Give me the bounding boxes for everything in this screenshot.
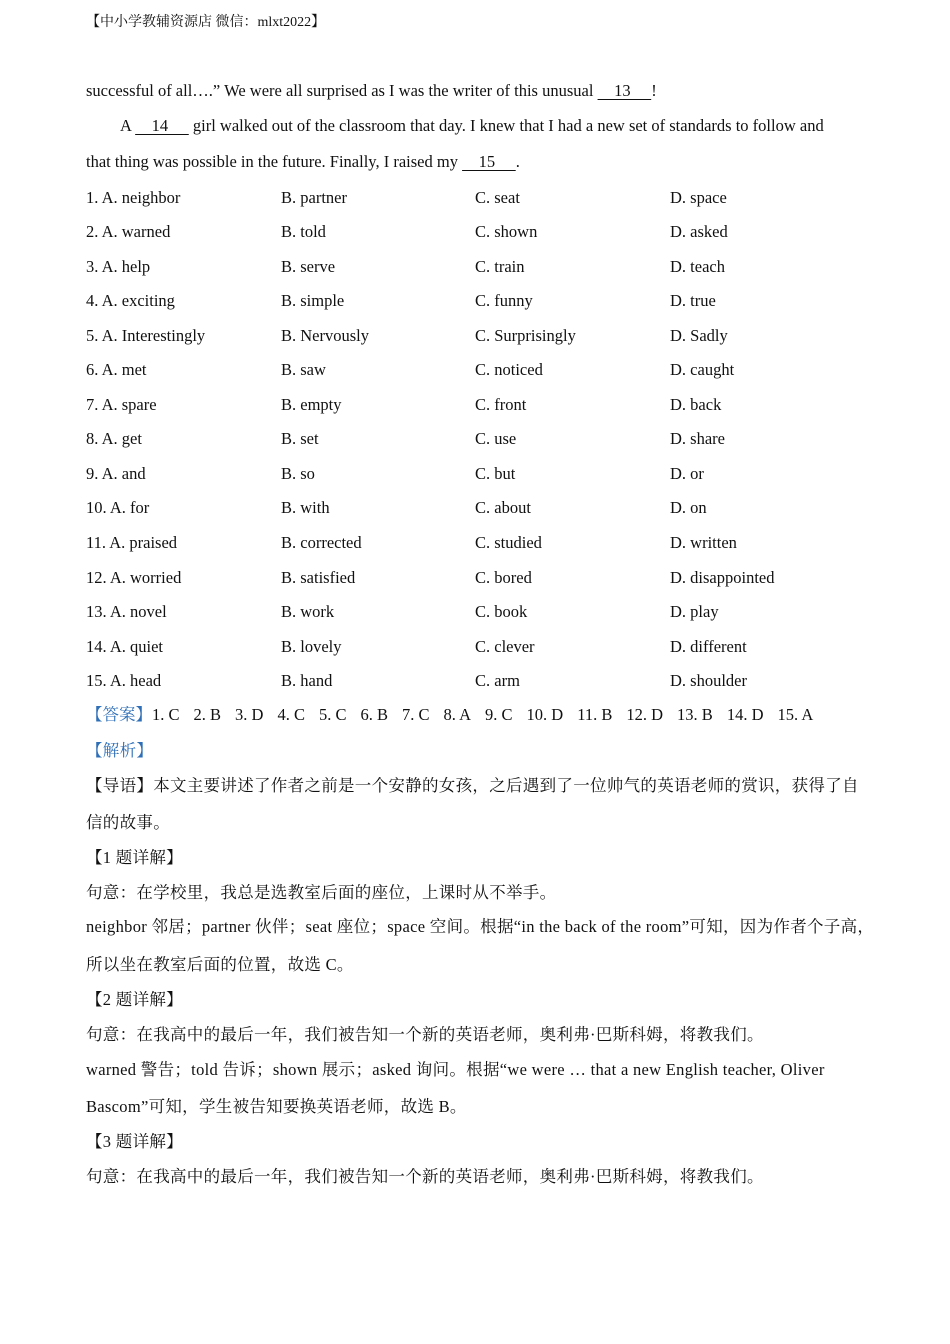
option-a: 2. A. warned <box>86 222 171 241</box>
q2-sentence: 句意：在我高中的最后一年，我们被告知一个新的英语老师，奥利弗·巴斯科姆，将教我们。 <box>86 1025 764 1044</box>
option-row <box>86 360 886 382</box>
option-c: C. bored <box>475 568 532 587</box>
answer-item: 7. C <box>402 705 430 724</box>
option-b: B. simple <box>281 291 345 310</box>
option-row <box>86 464 886 486</box>
answer-item: 4. C <box>277 705 305 724</box>
option-d: D. true <box>670 291 716 310</box>
answer-item: 5. C <box>318 705 347 724</box>
answer-item: 1. C <box>152 705 180 724</box>
passage-text: successful of all….” We were all surprised as I was the writer of this unusual <box>86 81 598 100</box>
option-a: 10. A. for <box>86 498 150 517</box>
option-a: 13. A. novel <box>86 602 167 621</box>
option-row <box>86 498 886 520</box>
intro-line-2: 信的故事。 <box>86 813 170 832</box>
option-b: B. satisfied <box>281 568 356 587</box>
answer-item: 14. D <box>726 705 764 724</box>
option-b: B. work <box>281 602 335 621</box>
blank-14: 14 <box>135 116 189 135</box>
answer-item: 15. A <box>777 705 814 724</box>
q3-sentence: 句意：在我高中的最后一年，我们被告知一个新的英语老师，奥利弗·巴斯科姆，将教我们。 <box>86 1167 764 1186</box>
answer-item: 10. D <box>526 705 564 724</box>
answer-key <box>86 705 813 725</box>
option-c: C. Surprisingly <box>475 326 576 345</box>
option-a: 4. A. exciting <box>86 291 175 310</box>
passage-line-2 <box>120 116 824 136</box>
option-c: C. but <box>475 464 516 483</box>
option-d: D. shoulder <box>670 671 747 690</box>
passage-text: ! <box>651 81 657 100</box>
option-b: B. hand <box>281 671 333 690</box>
answer-item: 9. C <box>485 705 513 724</box>
q1-sentence: 句意：在学校里，我总是选教室后面的座位，上课时从不举手。 <box>86 883 557 902</box>
answer-item: 11. B <box>577 705 613 724</box>
answer-item: 6. B <box>360 705 388 724</box>
intro-line-1: 【导语】本文主要讲述了作者之前是一个安静的女孩，之后遇到了一位帅气的英语老师的赏识，获得了自 <box>86 776 859 795</box>
option-b: B. told <box>281 222 326 241</box>
passage-line-3 <box>86 152 520 172</box>
option-d: D. on <box>670 498 707 517</box>
option-row <box>86 637 886 659</box>
option-a: 1. A. neighbor <box>86 188 181 207</box>
option-row <box>86 326 886 348</box>
option-b: B. saw <box>281 360 326 379</box>
option-c: C. funny <box>475 291 533 310</box>
option-c: C. book <box>475 602 528 621</box>
option-c: C. arm <box>475 671 520 690</box>
option-b: B. corrected <box>281 533 362 552</box>
option-b: B. empty <box>281 395 342 414</box>
option-a: 11. A. praised <box>86 533 178 552</box>
option-d: D. share <box>670 429 725 448</box>
option-a: 8. A. get <box>86 429 142 448</box>
passage-text: A <box>120 116 136 135</box>
option-a: 12. A. worried <box>86 568 182 587</box>
option-c: C. noticed <box>475 360 543 379</box>
option-row <box>86 257 886 279</box>
option-c: C. shown <box>475 222 538 241</box>
option-row <box>86 395 886 417</box>
option-row <box>86 602 886 624</box>
passage-text: girl walked out of the classroom that day. I knew that I had a new set of standards to follow and <box>188 116 824 135</box>
passage-text: that thing was possible in the future. Finally, I raised my <box>86 152 463 171</box>
option-row <box>86 429 886 451</box>
option-a: 15. A. head <box>86 671 162 690</box>
option-row <box>86 291 886 313</box>
q1-detail-2: 所以坐在教室后面的位置，故选 C。 <box>86 955 354 974</box>
q1-detail-1: neighbor 邻居；partner 伙伴；seat 座位；space 空间。根据“in the back of the room”可知，因为作者个子高， <box>86 917 875 936</box>
option-d: D. caught <box>670 360 735 379</box>
option-c: C. front <box>475 395 527 414</box>
option-a: 6. A. met <box>86 360 147 379</box>
passage-line-1 <box>86 81 657 101</box>
option-b: B. Nervously <box>281 326 369 345</box>
option-b: B. serve <box>281 257 336 276</box>
option-c: C. train <box>475 257 525 276</box>
option-row <box>86 671 886 693</box>
answer-item: 2. B <box>193 705 222 724</box>
q2-detail-2: Bascom”可知，学生被告知要换英语老师，故选 B。 <box>86 1097 467 1116</box>
option-c: C. about <box>475 498 531 517</box>
option-d: D. space <box>670 188 727 207</box>
option-a: 9. A. and <box>86 464 146 483</box>
option-a: 5. A. Interestingly <box>86 326 206 345</box>
option-a: 7. A. spare <box>86 395 157 414</box>
option-d: D. disappointed <box>670 568 775 587</box>
option-c: C. clever <box>475 637 535 656</box>
option-d: D. Sadly <box>670 326 728 345</box>
answer-label: 【答案】 <box>86 705 152 724</box>
option-row <box>86 222 886 244</box>
option-a: 14. A. quiet <box>86 637 163 656</box>
option-d: D. back <box>670 395 722 414</box>
answer-item: 13. B <box>677 705 713 724</box>
q3-heading: 【3 题详解】 <box>86 1132 183 1151</box>
option-c: C. seat <box>475 188 520 207</box>
option-d: D. different <box>670 637 747 656</box>
q2-heading: 【2 题详解】 <box>86 990 183 1009</box>
analysis-label: 【解析】 <box>86 741 154 760</box>
option-row <box>86 533 886 555</box>
option-d: D. or <box>670 464 704 483</box>
option-b: B. partner <box>281 188 347 207</box>
option-d: D. play <box>670 602 719 621</box>
option-d: D. written <box>670 533 737 552</box>
option-b: B. lovely <box>281 637 342 656</box>
option-d: D. asked <box>670 222 728 241</box>
option-a: 3. A. help <box>86 257 151 276</box>
q2-detail-1: warned 警告；told 告诉；shown 展示；asked 询问。根据“we were … that a new English teacher, Oliver <box>86 1060 825 1079</box>
option-b: B. so <box>281 464 315 483</box>
option-d: D. teach <box>670 257 725 276</box>
option-c: C. use <box>475 429 517 448</box>
passage-text: . <box>515 152 520 171</box>
q1-heading: 【1 题详解】 <box>86 848 183 867</box>
option-b: B. with <box>281 498 330 517</box>
option-row <box>86 568 886 590</box>
option-b: B. set <box>281 429 319 448</box>
option-row <box>86 188 886 210</box>
answer-item: 3. D <box>235 705 264 724</box>
answer-item: 12. D <box>626 705 664 724</box>
answer-item: 8. A <box>443 705 472 724</box>
blank-13: 13 <box>597 81 652 100</box>
option-c: C. studied <box>475 533 542 552</box>
blank-15: 15 <box>462 152 516 171</box>
page-header: 【中小学教辅资源店 微信：mlxt2022】 <box>86 15 326 30</box>
